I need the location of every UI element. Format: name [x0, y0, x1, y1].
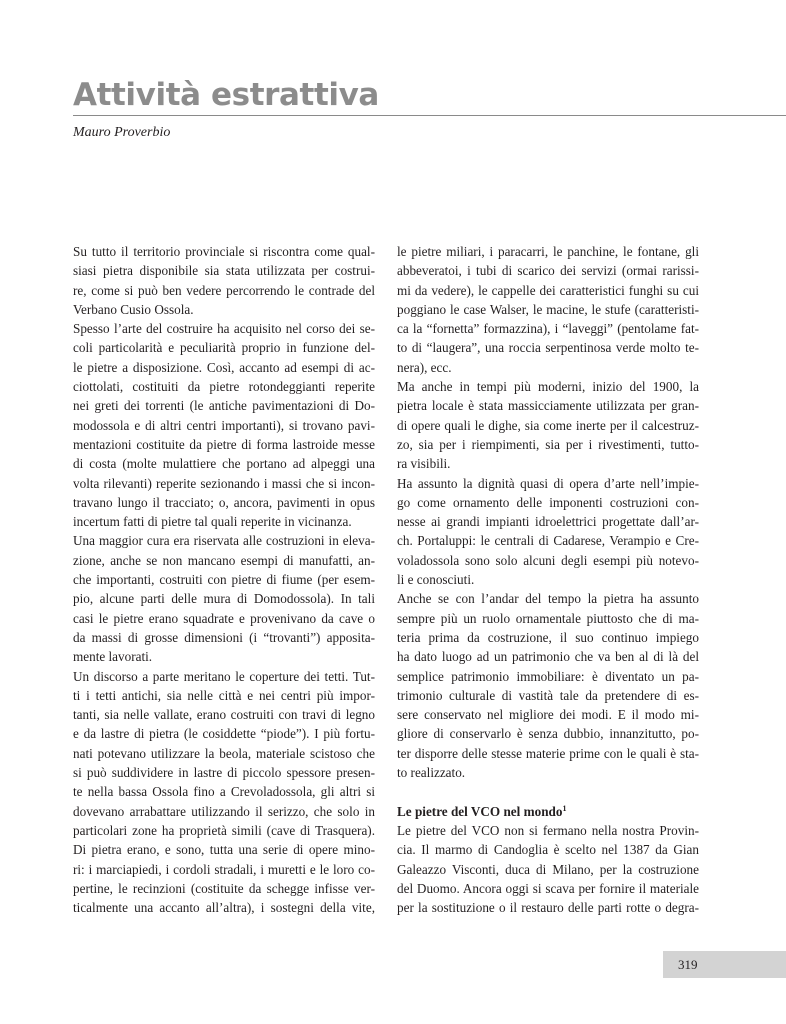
text-line: ti i tetti antichi, sia nelle città e nei centri più impor- — [73, 687, 375, 703]
text-line: nesse ai grandi impianti idroelettrici progettate dall’ar- — [397, 514, 699, 530]
text-line: ca la “fornetta” formazzina), i “laveggi” (pentolame fat- — [397, 321, 699, 337]
text-line: pio, alcune parti delle mura di Domodossola). In tali — [73, 591, 375, 607]
text-line: nei greti dei torrenti (le antiche pavimentazioni di Do- — [73, 398, 375, 414]
text-line: volta rilevanti) reperite sezionando i massi che si incon- — [73, 475, 375, 491]
text-line: Le pietre del VCO non si fermano nella nostra Provin- — [397, 822, 699, 838]
text-line: che importanti, costruiti con pietre di fiume (per esem- — [73, 572, 375, 588]
text-line: particolari zone ha proprietà simili (cave di Trasquera). — [73, 822, 375, 838]
text-line: Un discorso a parte meritano le coperture dei tetti. Tut- — [73, 668, 375, 684]
text-line: re, come si può ben vedere percorrendo le contrade del — [73, 282, 375, 298]
text-line: zione, anche se non mancano esempi di manufatti, an- — [73, 552, 375, 568]
footnote-mark: 1 — [562, 803, 567, 813]
text-line: abbeveratoi, i tubi di scarico dei servizi (ormai rarissi- — [397, 263, 699, 279]
text-line: ticalmente una accanto all’altra), i sostegni della vite, — [73, 900, 375, 916]
text-line: gliore di conservarlo è senza dubbio, innanzitutto, po- — [397, 726, 699, 742]
title-rule — [73, 115, 786, 116]
text-line: nati potevano utilizzare la beola, materiale scistoso che — [73, 745, 375, 761]
text-line: nera), ecc. — [397, 359, 452, 375]
text-line: si può suddividere in lastre di piccolo spessore presen- — [73, 765, 375, 781]
text-line: ha dato luogo ad un patrimonio che va ben al di là del — [397, 649, 699, 665]
text-line: tanti, sia nelle vallate, erano costruiti con travi di legno — [73, 707, 375, 723]
text-line: Di pietra erano, e sono, tutta una serie di opere mino- — [73, 842, 375, 858]
text-line: go come ornamento delle imponenti costruzioni con- — [397, 494, 699, 510]
text-line: poggiano le case Walser, le macine, le stufe (caratteristi- — [397, 301, 699, 317]
text-line: te nella bassa Ossola fino a Crevoladossola, gli altri si — [73, 784, 375, 800]
text-line: mi da vedere), le cappelle dei caratteristici funghi su cui — [397, 282, 699, 298]
text-line: mente lavorati. — [73, 649, 153, 665]
page-number: 319 — [678, 957, 698, 972]
text-line: sempre più un ruolo ornamentale piuttosto che di ma- — [397, 610, 699, 626]
page-number-box — [663, 951, 786, 978]
text-line: ri: i marciapiedi, i cordoli stradali, i muretti e le loro co- — [73, 861, 375, 877]
text-line: Galeazzo Visconti, duca di Milano, per la costruzione — [397, 861, 699, 877]
text-line: coli particolarità e peculiarità proprio in funzione del- — [73, 340, 375, 356]
text-line: Una maggior cura era riservata alle costruzioni in eleva- — [73, 533, 375, 549]
text-line: Ha assunto la dignità quasi di opera d’arte nell’impie- — [397, 475, 699, 491]
text-line: sere conservato nel migliore dei modi. E il modo mi- — [397, 707, 699, 723]
text-line: Ma anche in tempi più moderni, inizio del 1900, la — [397, 379, 699, 395]
text-line: pertine, le recinzioni (costituite da schegge infisse ver- — [73, 880, 375, 896]
right-column — [397, 242, 699, 917]
text-line: to di “laugera”, una roccia serpentinosa verde molto te- — [397, 340, 699, 356]
text-line: Su tutto il territorio provinciale si riscontra come qual- — [73, 244, 375, 259]
left-column — [73, 242, 375, 917]
text-line: di opere quali le dighe, sia come inerte per il calcestruz- — [397, 417, 699, 433]
text-line: semplice patrimonio immobiliare: è diventato un pa- — [397, 668, 699, 684]
text-line: le pietre miliari, i paracarri, le panchine, le fontane, gli — [397, 244, 699, 259]
text-line: ter disporre delle stesse materie prime con le quali è sta- — [397, 745, 699, 761]
text-line: per la sostituzione o il restauro delle parti rotte o degra- — [397, 900, 699, 916]
text-line: dovevano arrabattare utilizzando il serizzo, che solo in — [73, 803, 375, 819]
text-line: di costa (molte mulattiere che portano ad alpeggi una — [73, 456, 375, 472]
text-line: le pietre a disposizione. Così, accanto ad esempi di ac- — [73, 359, 375, 375]
text-line: to realizzato. — [397, 765, 466, 781]
text-line: travano lungo il tracciato; o, ancora, pavimenti in opus — [73, 494, 375, 510]
text-line: ciottolati, costituiti da pietre rotondeggianti reperite — [73, 379, 375, 395]
text-line: Spesso l’arte del costruire ha acquisito nel corso dei se- — [73, 321, 375, 337]
text-line: ch. Portaluppi: le centrali di Cadarese, Verampio e Cre- — [397, 533, 699, 549]
text-line: Verbano Cusio Ossola. — [73, 301, 194, 317]
text-line: pietra locale è stata massicciamente utilizzata per gran- — [397, 398, 699, 414]
text-line: teria prima da costruzione, il suo continuo impiego — [397, 629, 699, 645]
text-line: e da lastre di pietra (le cosiddette “piode”). I più fortu- — [73, 726, 375, 742]
text-line: incertum fatti di pietre tal quali reperite in vicinanza. — [73, 514, 352, 530]
section-heading — [397, 802, 699, 821]
text-line: zo, sia per i riempimenti, sia per i rivestimenti, tutto- — [397, 436, 699, 452]
text-line: ra visibili. — [397, 456, 451, 472]
text-line: da massi di grosse dimensioni (i “trovanti”) apposita- — [73, 629, 375, 645]
text-line: mentazioni costituite da pietre di forma lastroide messe — [73, 436, 375, 452]
section-heading-text: Le pietre del VCO nel mondo — [397, 803, 563, 819]
text-line: modossola e di altri centri importanti), si trovano pavi- — [73, 417, 375, 433]
text-line: casi le pietre erano squadrate e provenivano da cave o — [73, 610, 375, 626]
text-line: cia. Il marmo di Candoglia è scelto nel 1387 da Gian — [397, 842, 699, 858]
text-line: siasi pietra disponibile sia stata utilizzata per costrui- — [73, 263, 375, 279]
text-line: voladossola sono solo alcuni degli esempi più notevo- — [397, 552, 699, 568]
article-title: Attività estrattiva — [73, 77, 379, 113]
text-line: li e conosciuti. — [397, 572, 475, 588]
text-line: trimonio culturale di vastità tale da pretendere di es- — [397, 687, 699, 703]
text-line: Anche se con l’andar del tempo la pietra ha assunto — [397, 591, 699, 607]
article-author: Mauro Proverbio — [73, 125, 171, 140]
text-line: del Duomo. Ancora oggi si scava per fornire il materiale — [397, 880, 699, 896]
